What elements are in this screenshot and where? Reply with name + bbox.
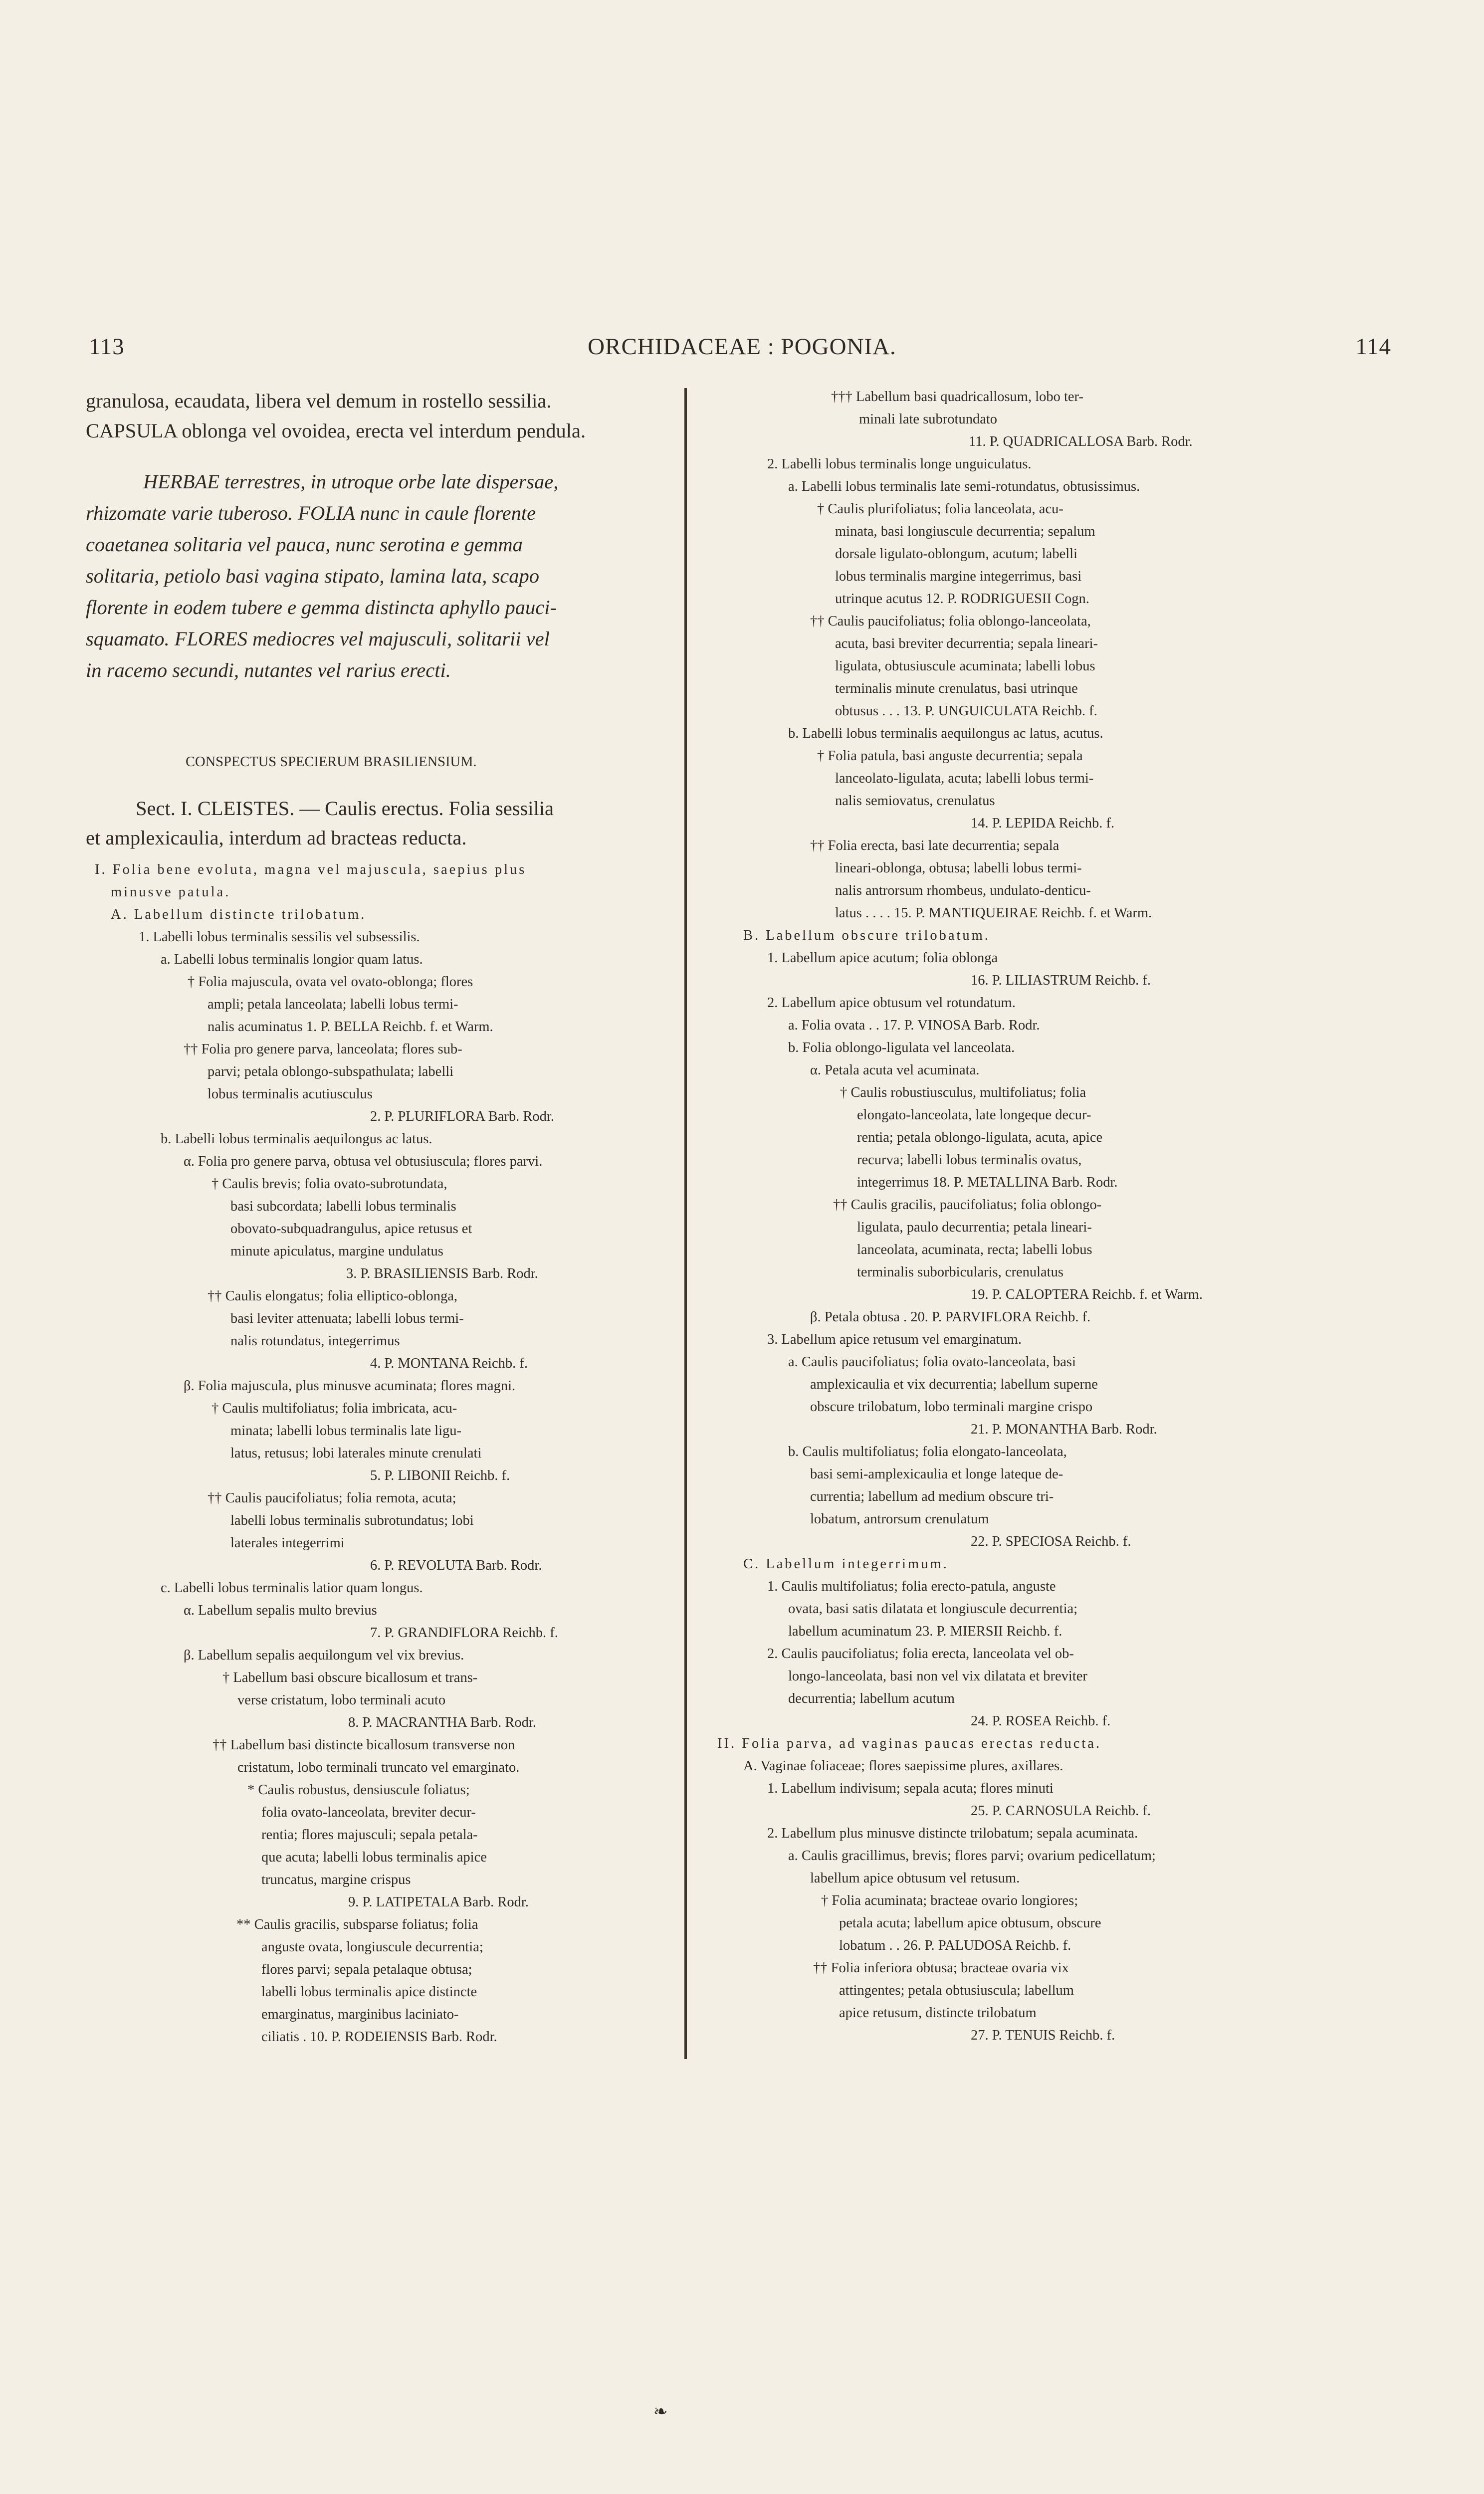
text-line: emarginatus, marginibus laciniato- xyxy=(261,2007,459,2022)
text-line: ovata, basi satis dilatata et longiuscule decurrentia; xyxy=(788,1601,1078,1617)
text-line: CONSPECTUS SPECIERUM BRASILIENSIUM. xyxy=(186,754,477,770)
text-line: basi subcordata; labelli lobus terminalis xyxy=(230,1199,456,1214)
text-line: folia ovato-lanceolata, breviter decur- xyxy=(261,1805,476,1820)
text-line: obscure trilobatum, lobo terminali margine crispo xyxy=(810,1399,1093,1415)
text-line: labellum acuminatum 23. P. MIERSII Reichb. f. xyxy=(788,1624,1062,1639)
text-line: truncatus, margine crispus xyxy=(261,1872,411,1887)
text-line: b. Labelli lobus terminalis aequilongus ac latus. xyxy=(161,1131,432,1147)
text-line: ligulata, obtusiuscule acuminata; labelli lobus xyxy=(835,658,1095,674)
text-line: 1. Caulis multifoliatus; folia erecto-patula, anguste xyxy=(767,1579,1056,1594)
text-line: lobus terminalis acutiusculus xyxy=(208,1086,373,1102)
text-line: minute apiculatus, margine undulatus xyxy=(230,1244,443,1259)
text-line: b. Caulis multifoliatus; folia elongato-lanceolata, xyxy=(788,1444,1067,1459)
text-line: decurrentia; labellum acutum xyxy=(788,1691,955,1706)
text-line: β. Folia majuscula, plus minusve acuminata; flores magni. xyxy=(184,1378,516,1394)
text-line: cristatum, lobo terminali truncato vel emarginato. xyxy=(237,1760,520,1775)
text-line: a. Caulis paucifoliatus; folia ovato-lanceolata, basi xyxy=(788,1354,1076,1370)
text-line: 1. Labellum indivisum; sepala acuta; flores minuti xyxy=(767,1781,1054,1796)
text-line: labellum apice obtusum vel retusum. xyxy=(810,1870,1020,1886)
text-line: 3. P. BRASILIENSIS Barb. Rodr. xyxy=(346,1266,538,1281)
text-line: 1. Labelli lobus terminalis sessilis vel subsessilis. xyxy=(139,929,420,945)
text-line: 25. P. CARNOSULA Reichb. f. xyxy=(971,1803,1151,1819)
text-line: anguste ovata, longiuscule decurrentia; xyxy=(261,1939,483,1955)
text-line: †† Caulis paucifoliatus; folia oblongo-lanceolata, xyxy=(810,614,1091,629)
text-line: coaetanea solitaria vel pauca, nunc serotina e gemma xyxy=(86,533,523,556)
text-line: 24. P. ROSEA Reichb. f. xyxy=(971,1713,1111,1729)
text-line: Sect. I. CLEISTES. — Caulis erectus. Folia sessilia xyxy=(136,797,554,820)
text-line: amplexicaulia et vix decurrentia; labellum superne xyxy=(810,1377,1098,1392)
text-line: obtusus . . . 13. P. UNGUICULATA Reichb. f. xyxy=(835,703,1097,719)
text-line: 4. P. MONTANA Reichb. f. xyxy=(370,1356,528,1371)
text-line: α. Labellum sepalis multo brevius xyxy=(184,1603,377,1618)
text-line: latus, retusus; lobi laterales minute crenulati xyxy=(230,1446,482,1461)
text-line: II. Folia parva, ad vaginas paucas erectas reducta. xyxy=(717,1736,1102,1751)
text-line: obovato-subquadrangulus, apice retusus et xyxy=(230,1221,472,1237)
text-line: verse cristatum, lobo terminali acuto xyxy=(237,1692,446,1708)
text-line: 16. P. LILIASTRUM Reichb. f. xyxy=(971,973,1151,988)
text-line: b. Labelli lobus terminalis aequilongus ac latus, acutus. xyxy=(788,726,1103,741)
text-line: 14. P. LEPIDA Reichb. f. xyxy=(971,816,1115,831)
text-line: minata, basi longiuscule decurrentia; sepalum xyxy=(835,524,1095,539)
text-line: flores parvi; sepala petalaque obtusa; xyxy=(261,1962,472,1977)
page-number-right: 114 xyxy=(1355,334,1391,360)
text-line: a. Labelli lobus terminalis longior quam latus. xyxy=(161,952,423,967)
text-line: I. Folia bene evoluta, magna vel majuscula, saepius plus xyxy=(95,862,527,877)
text-line: †† Folia pro genere parva, lanceolata; flores sub- xyxy=(184,1041,462,1057)
text-line: elongato-lanceolata, late longeque decur- xyxy=(857,1107,1091,1123)
text-line: que acuta; labelli lobus terminalis apice xyxy=(261,1850,487,1865)
text-line: † Caulis plurifoliatus; folia lanceolata, acu- xyxy=(817,501,1063,517)
text-line: lanceolata, acuminata, recta; labelli lobus xyxy=(857,1242,1092,1257)
text-line: petala acuta; labellum apice obtusum, obscure xyxy=(839,1915,1101,1931)
text-line: 8. P. MACRANTHA Barb. Rodr. xyxy=(348,1715,536,1730)
text-line: †† Labellum basi distincte bicallosum transverse non xyxy=(212,1737,515,1753)
text-line: nalis acuminatus 1. P. BELLA Reichb. f. et Warm. xyxy=(208,1019,493,1035)
text-line: labelli lobus terminalis subrotundatus; lobi xyxy=(230,1513,474,1528)
text-line: 9. P. LATIPETALA Barb. Rodr. xyxy=(348,1894,529,1910)
text-line: lobatum, antrorsum crenulatum xyxy=(810,1511,989,1527)
text-line: 5. P. LIBONII Reichb. f. xyxy=(370,1468,510,1483)
text-line: laterales integerrimi xyxy=(230,1535,345,1551)
text-line: 7. P. GRANDIFLORA Reichb. f. xyxy=(370,1625,558,1641)
text-line: in racemo secundi, nutantes vel rarius erecti. xyxy=(86,659,451,681)
text-line: apice retusum, distincte trilobatum xyxy=(839,2005,1037,2021)
text-line: † Caulis robustiusculus, multifoliatus; folia xyxy=(840,1085,1086,1100)
text-line: lanceolato-ligulata, acuta; labelli lobus termi- xyxy=(835,771,1094,786)
text-line: et amplexicaulia, interdum ad bracteas reducta. xyxy=(86,827,467,849)
text-line: recurva; labelli lobus terminalis ovatus, xyxy=(857,1152,1082,1168)
text-line: nalis semiovatus, crenulatus xyxy=(835,793,995,809)
text-line: α. Folia pro genere parva, obtusa vel obtusiuscula; flores parvi. xyxy=(184,1154,543,1169)
text-line: † Labellum basi obscure bicallosum et trans- xyxy=(222,1670,478,1685)
text-line: lobus terminalis margine integerrimus, basi xyxy=(835,569,1082,584)
text-line: squamato. FLORES mediocres vel majusculi, solitarii vel xyxy=(86,627,550,650)
text-line: 27. P. TENUIS Reichb. f. xyxy=(971,2028,1115,2043)
text-line: attingentes; petala obtusiuscula; labellum xyxy=(839,1983,1074,1998)
text-line: nalis rotundatus, integerrimus xyxy=(230,1333,400,1349)
text-line: rentia; flores majusculi; sepala petala- xyxy=(261,1827,478,1843)
text-line: A. Vaginae foliaceae; flores saepissime plures, axillares. xyxy=(743,1758,1063,1774)
running-title: ORCHIDACEAE : POGONIA. xyxy=(588,334,896,360)
text-line: granulosa, ecaudata, libera vel demum in rostello sessilia. xyxy=(86,390,552,412)
text-line: † Folia patula, basi anguste decurrentia; sepala xyxy=(817,748,1083,764)
column-divider xyxy=(684,388,687,2059)
text-line: ††† Labellum basi quadricallosum, lobo ter- xyxy=(831,389,1083,405)
text-line: minali late subrotundato xyxy=(859,412,998,427)
text-line: 2. Labellum apice obtusum vel rotundatum. xyxy=(767,995,1016,1011)
text-line: 2. Caulis paucifoliatus; folia erecta, lanceolata vel ob- xyxy=(767,1646,1074,1662)
text-line: a. Labelli lobus terminalis late semi-rotundatus, obtusissimus. xyxy=(788,479,1140,494)
text-line: ** Caulis gracilis, subsparse foliatus; folia xyxy=(236,1917,478,1932)
text-line: minusve patula. xyxy=(111,884,231,900)
text-line: terminalis minute crenulatus, basi utrinque xyxy=(835,681,1078,696)
text-line: rentia; petala oblongo-ligulata, acuta, apice xyxy=(857,1130,1103,1145)
text-line: 21. P. MONANTHA Barb. Rodr. xyxy=(971,1422,1157,1437)
text-line: HERBAE terrestres, in utroque orbe late dispersae, xyxy=(143,470,559,493)
text-line: † Caulis multifoliatus; folia imbricata, acu- xyxy=(212,1401,457,1416)
text-line: 1. Labellum apice acutum; folia oblonga xyxy=(767,950,998,966)
text-line: 3. Labellum apice retusum vel emarginatum. xyxy=(767,1332,1022,1347)
text-line: ciliatis . 10. P. RODEIENSIS Barb. Rodr. xyxy=(261,2029,497,2045)
text-line: † Folia acuminata; bracteae ovario longiores; xyxy=(821,1893,1078,1908)
text-line: C. Labellum integerrimum. xyxy=(743,1556,949,1572)
text-line: †† Folia erecta, basi late decurrentia; sepala xyxy=(810,838,1060,853)
text-line: 2. Labelli lobus terminalis longe unguiculatus. xyxy=(767,456,1032,472)
text-line: b. Folia oblongo-ligulata vel lanceolata. xyxy=(788,1040,1015,1055)
text-line: B. Labellum obscure trilobatum. xyxy=(743,928,990,943)
text-line: terminalis suborbicularis, crenulatus xyxy=(857,1264,1063,1280)
text-line: nalis antrorsum rhombeus, undulato-denticu- xyxy=(835,883,1091,898)
text-line: a. Folia ovata . . 17. P. VINOSA Barb. Rodr. xyxy=(788,1018,1040,1033)
text-line: 2. P. PLURIFLORA Barb. Rodr. xyxy=(370,1109,554,1124)
text-line: solitaria, petiolo basi vagina stipato, lamina lata, scapo xyxy=(86,565,540,587)
text-line: † Folia majuscula, ovata vel ovato-oblonga; flores xyxy=(188,974,473,990)
text-line: β. Labellum sepalis aequilongum vel vix brevius. xyxy=(184,1648,464,1663)
text-line: lineari-oblonga, obtusa; labelli lobus termi- xyxy=(835,860,1082,876)
text-line: integerrimus 18. P. METALLINA Barb. Rodr. xyxy=(857,1175,1118,1190)
text-line: rhizomate varie tuberoso. FOLIA nunc in caule florente xyxy=(86,502,536,524)
text-line: florente in eodem tubere e gemma distincta aphyllo pauci- xyxy=(86,596,557,619)
text-line: 22. P. SPECIOSA Reichb. f. xyxy=(971,1534,1131,1549)
text-line: ligulata, paulo decurrentia; petala lineari- xyxy=(857,1220,1092,1235)
text-line: labelli lobus terminalis apice distincte xyxy=(261,1984,477,2000)
page-number-left: 113 xyxy=(89,334,125,360)
text-line: minata; labelli lobus terminalis late ligu- xyxy=(230,1423,462,1439)
text-line: a. Caulis gracillimus, brevis; flores parvi; ovarium pedicellatum; xyxy=(788,1848,1156,1864)
text-line: latus . . . . 15. P. MANTIQUEIRAE Reichb. f. et Warm. xyxy=(835,905,1152,921)
text-line: acuta, basi breviter decurrentia; sepala lineari- xyxy=(835,636,1098,651)
text-line: currentia; labellum ad medium obscure tri- xyxy=(810,1489,1054,1504)
text-line: 19. P. CALOPTERA Reichb. f. et Warm. xyxy=(971,1287,1203,1302)
text-line: α. Petala acuta vel acuminata. xyxy=(810,1062,980,1078)
text-line: 11. P. QUADRICALLOSA Barb. Rodr. xyxy=(969,434,1193,449)
text-line: longo-lanceolata, basi non vel vix dilatata et breviter xyxy=(788,1668,1087,1684)
text-line: CAPSULA oblonga vel ovoidea, erecta vel interdum pendula. xyxy=(86,419,586,442)
text-line: †† Caulis paucifoliatus; folia remota, acuta; xyxy=(208,1490,456,1506)
text-line: †† Caulis elongatus; folia elliptico-oblonga, xyxy=(208,1288,458,1304)
text-line: 6. P. REVOLUTA Barb. Rodr. xyxy=(370,1558,542,1573)
text-line: c. Labelli lobus terminalis latior quam longus. xyxy=(161,1580,423,1596)
text-line: dorsale ligulato-oblongum, acutum; labelli xyxy=(835,546,1077,562)
text-line: β. Petala obtusa . 20. P. PARVIFLORA Reichb. f. xyxy=(810,1309,1091,1325)
text-line: † Caulis brevis; folia ovato-subrotundata, xyxy=(212,1176,447,1192)
text-line: A. Labellum distincte trilobatum. xyxy=(111,907,367,922)
text-line: utrinque acutus 12. P. RODRIGUESII Cogn. xyxy=(835,591,1089,607)
text-line: lobatum . . 26. P. PALUDOSA Reichb. f. xyxy=(839,1938,1071,1953)
text-line: †† Folia inferiora obtusa; bracteae ovaria vix xyxy=(813,1960,1069,1976)
text-line: ampli; petala lanceolata; labelli lobus termi- xyxy=(208,997,458,1012)
ornament-icon: ❧ xyxy=(653,2403,668,2421)
text-line: * Caulis robustus, densiuscule foliatus; xyxy=(247,1782,470,1798)
text-line: †† Caulis gracilis, paucifoliatus; folia oblongo- xyxy=(833,1197,1102,1213)
text-line: basi semi-amplexicaulia et longe lateque de- xyxy=(810,1466,1063,1482)
text-line: 2. Labellum plus minusve distincte trilobatum; sepala acuminata. xyxy=(767,1826,1138,1841)
text-line: basi leviter attenuata; labelli lobus termi- xyxy=(230,1311,464,1326)
text-line: parvi; petala oblongo-subspathulata; labelli xyxy=(208,1064,454,1079)
